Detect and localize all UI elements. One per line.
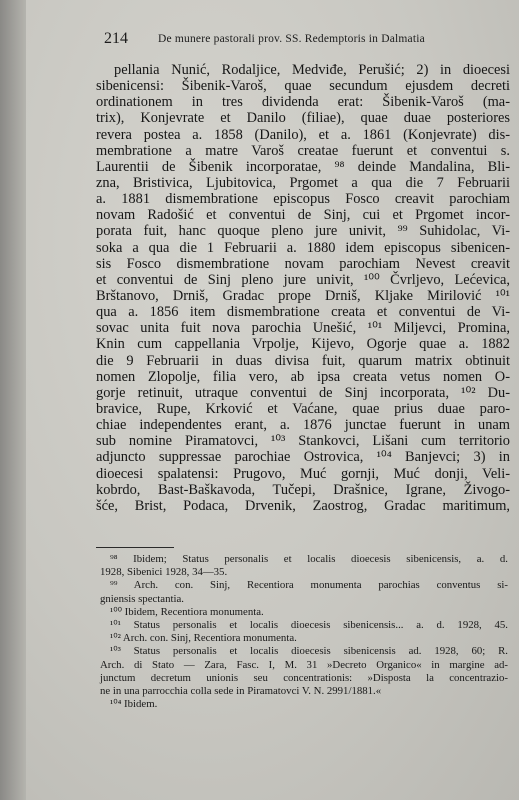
text-line: kobrdo, Bast-Baškavoda, Tučepi, Drašnice, Igrane, Živogo- xyxy=(96,481,510,498)
text-line: membratione a matre Varoš creatae fuerunt et conventui s. xyxy=(96,142,510,159)
footnote-line: ⁹⁸ Ibidem; Status personalis et localis dioecesis sibenicensis, a. d. xyxy=(110,553,508,565)
text-line: sibenicensi: Šibenik-Varoš, quae secundum ejusdem decreti xyxy=(96,78,510,95)
footnote-line: junctum decretum unionis seu concentrationis: »Disposta la concentrazio- xyxy=(100,671,508,684)
text-line: Brštanovo, Drniš, Gradac prope Drniš, Kljake Mirilović ¹⁰¹ xyxy=(96,287,510,304)
footnote-line: ¹⁰⁰ Ibidem, Recentiora monumenta. xyxy=(110,605,264,618)
text-line: gorje retinuit, utraque conventui de Sinj incorporata, ¹⁰² Du- xyxy=(96,384,510,401)
text-line: porata fuit, hanc quoque pleno jure univit, ⁹⁹ Suhidolac, Vi- xyxy=(96,223,510,240)
text-line: qua a. 1856 item dismembratione creata et conventui de Vi- xyxy=(96,304,510,321)
footnote-separator xyxy=(96,547,174,548)
page-header xyxy=(104,30,464,52)
text-line: revera postea a. 1858 (Danilo), et a. 1861 (Konjevrate) dis- xyxy=(96,126,510,143)
footnote-line: ¹⁰² Arch. con. Sinj, Recentiora monumenta. xyxy=(110,632,297,645)
footnote-line: 1928, Sibenici 1928, 34—35. xyxy=(100,566,228,579)
page-gutter-shadow xyxy=(0,0,26,800)
text-line: chiae independentes erant, a. 1876 junctae fuerunt in unam xyxy=(96,417,510,434)
footnote-line: ¹⁰⁴ Ibidem. xyxy=(110,698,158,711)
text-line: trix), Konjevrate et Danilo (filiae), quae duae posteriores xyxy=(96,110,510,127)
footnotes-block xyxy=(100,553,508,711)
text-line: šće, Brist, Podaca, Drvenik, Zaostrog, Gradac maritimum, xyxy=(96,497,510,514)
text-line: Knin cum cappellania Vrpolje, Kijevo, Ogorje quae a. 1882 xyxy=(96,336,510,353)
text-line: dioecesi spalatensi: Prugovo, Muć gornji, Muć donji, Veli- xyxy=(96,465,510,482)
text-line: soka a qua die 1 Februarii a. 1880 idem episcopus sibenicen- xyxy=(96,239,510,256)
text-line: ordinationem in tres dividenda erat: Šibenik-Varoš (ma- xyxy=(96,94,510,111)
text-line: sovac unita fuit nova parochia Unešić, ¹⁰¹ Miljevci, Promina, xyxy=(96,320,510,337)
text-line: Laurentii de Šibenik incorporatae, ⁹⁸ deinde Mandalina, Bli- xyxy=(96,158,510,175)
text-line: zna, Bristivica, Ljubitovica, Prgomet a qua die 7 Februarii xyxy=(96,174,510,191)
page-number: 214 xyxy=(104,30,128,47)
text-line: et conventui de Sinj pleno jure univit, ¹⁰⁰ Čvrljevo, Lećevica, xyxy=(96,271,510,288)
text-line: bravice, Rupe, Krković et Vaćane, quae prius duae paro- xyxy=(96,400,510,417)
text-line: adjuncto suppressae parochiae Ostrovica, ¹⁰⁴ Banjevci; 3) in xyxy=(96,449,510,466)
running-title: De munere pastorali prov. SS. Redemptoris in Dalmatia xyxy=(158,33,425,45)
text-line: pellania Nunić, Rodaljice, Medviđe, Perušić; 2) in dioecesi xyxy=(114,62,510,78)
text-line: a. 1881 dismembratione episcopus Fosco creavit parochiam xyxy=(96,191,510,208)
text-line: die 9 Februarii in duas divisa fuit, quarum matrix obtinuit xyxy=(96,352,510,369)
text-line: sub nomine Piramatovci, ¹⁰³ Stankovci, Lišani cum territorio xyxy=(96,433,510,450)
text-line: nomen Zlopolje, filia vero, ab ipsa creata vetus nomen O- xyxy=(96,368,510,385)
footnote-line: ⁹⁹ Arch. con. Sinj, Recentiora monumenta parochias conventus si- xyxy=(110,579,508,592)
footnote-line: Arch. di Stato — Zara, Fasc. I, M. 31 »Decreto Organico« in margine ad- xyxy=(100,658,508,671)
text-line: sis Fosco dismembratione novam parochiam Nevest creavit xyxy=(96,255,510,272)
text-line: novam Radošić et conventui de Sinj, cui et Prgomet incor- xyxy=(96,207,510,224)
main-text-block xyxy=(96,62,510,514)
footnote-line: ne in una parrocchia colla sede in Piramatovci V. N. 2991/1881.« xyxy=(100,684,382,697)
footnote-line: ¹⁰¹ Status personalis et localis dioecesis sibenicensis... a. d. 1928, 45. xyxy=(110,618,508,631)
footnote-line: gniensis spectantia. xyxy=(100,592,184,605)
footnote-line: ¹⁰³ Status personalis et localis dioecesis sibenicensis ad. 1928, 60; R. xyxy=(110,645,508,658)
